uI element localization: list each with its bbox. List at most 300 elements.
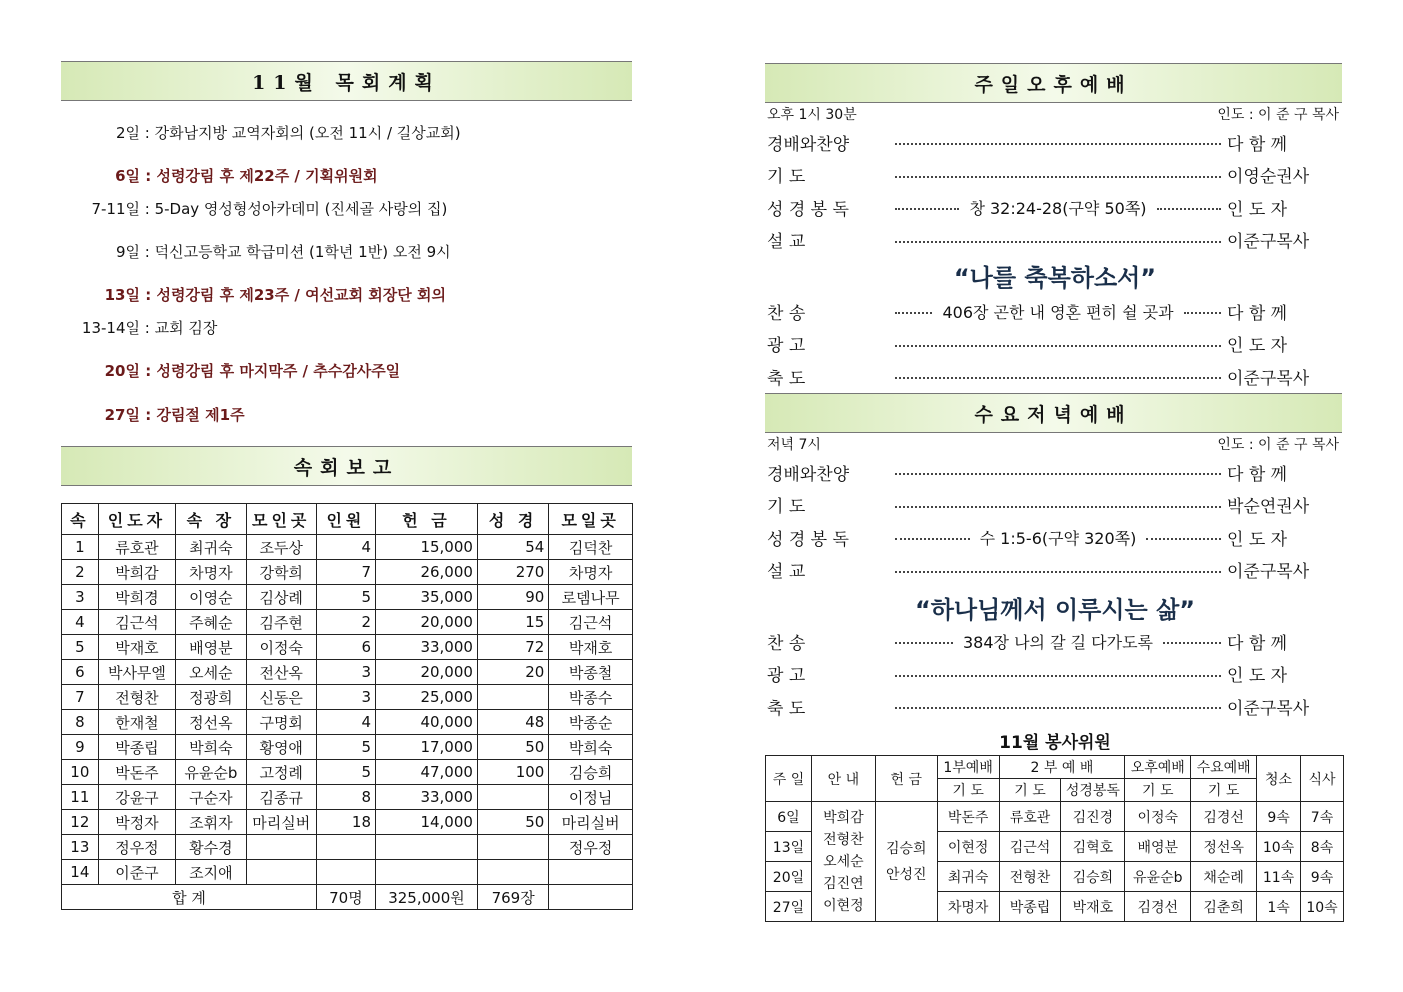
table-cell: 35,000 xyxy=(376,585,478,610)
vol-h-read: 성경봉독 xyxy=(1061,779,1125,802)
table-cell xyxy=(477,835,548,860)
plan-item xyxy=(60,317,217,338)
report-col-header: 헌 금 xyxy=(376,504,478,535)
order-label: 기 도 xyxy=(767,167,806,187)
table-cell: 7속 xyxy=(1301,802,1344,832)
order-label: 성 경 봉 독 xyxy=(767,199,849,220)
order-line xyxy=(767,224,1343,256)
table-cell: 270 xyxy=(477,560,548,585)
plan-item-text: 강화남지방 교역자회의 (오전 11시 / 길상교회) xyxy=(154,124,461,142)
table-cell: 33,000 xyxy=(376,785,478,810)
order-detail: 406장 곤한 내 영혼 편히 쉴 곳과 xyxy=(942,302,1174,322)
leader-dots xyxy=(895,312,932,314)
table-cell xyxy=(477,860,548,885)
vol-h-offering: 헌 금 xyxy=(875,756,937,802)
order-person: 인 도 자 xyxy=(1227,666,1288,686)
table-cell: 정우정 xyxy=(549,835,633,860)
order-person: 이준구목사 xyxy=(1227,232,1310,252)
table-cell: 채순례 xyxy=(1191,862,1257,892)
table-cell: 2 xyxy=(62,560,99,585)
order-detail: 384장 나의 갈 길 다가도록 xyxy=(963,632,1153,652)
table-cell: 4 xyxy=(316,710,375,735)
plan-item-sep: : xyxy=(140,200,155,218)
order-line xyxy=(767,295,1343,327)
table-cell: 강윤구 xyxy=(98,785,175,810)
table-cell: 2 xyxy=(316,610,375,635)
order-line xyxy=(767,690,1343,722)
order-person: 이준구목사 xyxy=(1227,562,1310,582)
table-cell: 전산옥 xyxy=(246,660,316,685)
table-cell: 마리실버 xyxy=(549,810,633,835)
total-label: 합 계 xyxy=(62,885,317,910)
leader-dots xyxy=(1184,312,1221,314)
leader-dots xyxy=(895,642,953,644)
table-cell: 전형찬 xyxy=(98,685,175,710)
table-cell: 박재호 xyxy=(549,635,633,660)
table-cell: 김종규 xyxy=(246,785,316,810)
table-cell: 김근석 xyxy=(999,832,1061,862)
table-row xyxy=(62,785,633,810)
leader-dots xyxy=(1163,642,1221,644)
order-label: 설 교 xyxy=(767,562,806,582)
plan-item-date: 20일 xyxy=(104,362,140,380)
table-cell: 9속 xyxy=(1257,802,1301,832)
table-cell: 박희숙 xyxy=(176,735,246,760)
order-person: 다 함 께 xyxy=(1227,303,1288,324)
order-line xyxy=(767,191,1343,223)
table-row xyxy=(62,685,633,710)
plan-item-date: 7-11일 xyxy=(91,200,140,218)
table-cell: 배영분 xyxy=(1125,832,1191,862)
order-detail: 수 1:5-6(구약 320쪽) xyxy=(979,528,1137,548)
table-cell: 류호관 xyxy=(999,802,1061,832)
table-cell: 로뎀나무 xyxy=(549,585,633,610)
plan-item xyxy=(60,122,461,143)
plan-item xyxy=(60,241,451,262)
leader-dots xyxy=(1146,538,1221,540)
table-cell xyxy=(477,685,548,710)
table-cell: 5 xyxy=(316,585,375,610)
table-cell: 김혁호 xyxy=(1061,832,1125,862)
table-cell: 김경선 xyxy=(1125,892,1191,922)
vol-h-afternoon: 오후예배 xyxy=(1125,756,1191,779)
table-cell: 김주현 xyxy=(246,610,316,635)
table-cell: 김덕찬 xyxy=(549,535,633,560)
leader-dots xyxy=(895,506,1221,508)
order-person: 이준구목사 xyxy=(1227,698,1310,719)
plan-title: 11월 목회계획 xyxy=(252,71,441,94)
table-cell: 10 xyxy=(62,760,99,785)
table-cell: 90 xyxy=(477,585,548,610)
order-line xyxy=(767,554,1343,586)
table-cell: 차명자 xyxy=(549,560,633,585)
table-cell: 박희숙 xyxy=(549,735,633,760)
table-cell: 유윤순b xyxy=(1125,862,1191,892)
leader-dots xyxy=(895,143,1221,145)
table-cell: 김근석 xyxy=(98,610,175,635)
leader-dots xyxy=(895,571,1221,573)
table-cell: 27일 xyxy=(766,892,812,922)
offering-name: 안성진 xyxy=(885,866,927,883)
order-line xyxy=(767,521,1343,553)
report-col-header: 모일곳 xyxy=(549,504,633,535)
table-cell: 14,000 xyxy=(376,810,478,835)
plan-item-date: 6일 xyxy=(115,167,140,185)
total-bible: 769장 xyxy=(477,885,548,910)
plan-item-sep: : xyxy=(140,124,155,142)
table-cell: 류호관 xyxy=(98,535,175,560)
wednesday-header xyxy=(765,393,1342,433)
table-cell: 10속 xyxy=(1301,892,1344,922)
vol-h-second: 2 부 예 배 xyxy=(999,756,1125,779)
table-cell: 김상례 xyxy=(246,585,316,610)
table-cell: 11 xyxy=(62,785,99,810)
table-cell: 김승희 xyxy=(549,760,633,785)
table-cell: 배영분 xyxy=(176,635,246,660)
vol-h-sunday: 주 일 xyxy=(766,756,812,802)
plan-item-text: 강림절 제1주 xyxy=(156,406,245,424)
table-cell: 26,000 xyxy=(376,560,478,585)
wednesday-sermon-title: “하나님께서 이루시는 삶” xyxy=(914,596,1196,624)
table-cell: 8 xyxy=(316,785,375,810)
plan-item-text: 교회 김장 xyxy=(154,319,218,337)
leader-dots xyxy=(895,538,970,540)
order-label: 기 도 xyxy=(767,497,806,517)
order-line xyxy=(767,489,1343,521)
table-cell: 김근석 xyxy=(549,610,633,635)
table-cell: 9속 xyxy=(1301,862,1344,892)
table-cell xyxy=(549,860,633,885)
table-cell: 13 xyxy=(62,835,99,860)
table-cell: 박재호 xyxy=(98,635,175,660)
table-cell: 20,000 xyxy=(376,660,478,685)
table-cell: 김진경 xyxy=(1061,802,1125,832)
leader-dots xyxy=(895,241,1221,243)
table-cell: 20,000 xyxy=(376,610,478,635)
leader-dots xyxy=(895,345,1221,347)
wednesday-leader: 인도 : 이 준 구 목사 xyxy=(1217,437,1339,453)
table-cell: 구순자 xyxy=(176,785,246,810)
leader-dots xyxy=(1157,208,1221,210)
plan-item-sep: : xyxy=(140,319,155,337)
vol-h-pray-4: 기 도 xyxy=(1191,779,1257,802)
volunteers-title: 11월 봉사위원 xyxy=(999,733,1111,753)
wednesday-subline xyxy=(767,434,1339,454)
leader-dots xyxy=(895,707,1221,709)
sunday-time: 오후 1시 30분 xyxy=(767,107,857,123)
sunday-header xyxy=(765,63,1342,103)
table-cell: 40,000 xyxy=(376,710,478,735)
order-line xyxy=(767,360,1343,392)
table-cell: 54 xyxy=(477,535,548,560)
table-cell: 박재호 xyxy=(1061,892,1125,922)
order-detail: 창 32:24-28(구약 50쪽) xyxy=(969,198,1147,218)
table-cell xyxy=(376,835,478,860)
order-person: 박순연권사 xyxy=(1227,497,1310,517)
table-cell xyxy=(477,785,548,810)
table-row xyxy=(62,535,633,560)
table-cell: 고정례 xyxy=(246,760,316,785)
table-cell xyxy=(246,835,316,860)
table-cell: 15,000 xyxy=(376,535,478,560)
table-cell: 10속 xyxy=(1257,832,1301,862)
report-col-header: 속 장 xyxy=(176,504,246,535)
sunday-sermon-title: “나를 축복하소서” xyxy=(953,264,1157,292)
table-cell: 6일 xyxy=(766,802,812,832)
vol-h-clean: 청소 xyxy=(1257,756,1301,802)
table-cell xyxy=(316,835,375,860)
order-line xyxy=(767,625,1343,657)
table-cell: 5 xyxy=(62,635,99,660)
table-cell: 박종립 xyxy=(98,735,175,760)
guide-name: 전형찬 xyxy=(823,831,864,848)
table-cell xyxy=(376,860,478,885)
order-person: 인 도 자 xyxy=(1227,199,1288,220)
report-col-header: 모인곳 xyxy=(246,504,316,535)
table-row xyxy=(62,560,633,585)
table-cell: 유윤순b xyxy=(176,760,246,785)
order-line xyxy=(767,658,1343,690)
plan-item xyxy=(60,284,446,305)
table-cell: 8속 xyxy=(1301,832,1344,862)
order-line xyxy=(767,328,1343,360)
table-cell: 이정님 xyxy=(549,785,633,810)
plan-item-sep: : xyxy=(140,167,157,185)
table-cell: 4 xyxy=(62,610,99,635)
order-line xyxy=(767,126,1343,158)
plan-item-date: 27일 xyxy=(104,406,140,424)
plan-item xyxy=(60,198,447,219)
order-label: 성 경 봉 독 xyxy=(767,529,849,550)
table-cell: 조지애 xyxy=(176,860,246,885)
order-person: 다 함 께 xyxy=(1227,633,1288,654)
table-cell: 17,000 xyxy=(376,735,478,760)
order-label: 경배와찬양 xyxy=(767,134,850,155)
table-cell: 황수경 xyxy=(176,835,246,860)
table-cell: 72 xyxy=(477,635,548,660)
table-cell: 김경선 xyxy=(1191,802,1257,832)
table-row xyxy=(62,660,633,685)
plan-item xyxy=(60,360,400,381)
table-cell: 황영애 xyxy=(246,735,316,760)
report-header xyxy=(61,446,632,486)
table-cell: 박사무엘 xyxy=(98,660,175,685)
plan-item-date: 2일 xyxy=(115,124,140,142)
report-table xyxy=(61,503,633,910)
table-cell: 최귀숙 xyxy=(176,535,246,560)
table-cell: 박종립 xyxy=(999,892,1061,922)
order-label: 축 도 xyxy=(767,368,806,389)
table-cell: 11속 xyxy=(1257,862,1301,892)
table-cell: 신동은 xyxy=(246,685,316,710)
vol-h-guide: 안 내 xyxy=(811,756,875,802)
table-cell: 박돈주 xyxy=(937,802,999,832)
table-cell: 9 xyxy=(62,735,99,760)
table-cell: 1속 xyxy=(1257,892,1301,922)
table-cell: 25,000 xyxy=(376,685,478,710)
total-empty xyxy=(549,885,633,910)
table-cell: 33,000 xyxy=(376,635,478,660)
table-cell xyxy=(316,860,375,885)
table-cell xyxy=(246,860,316,885)
table-cell: 47,000 xyxy=(376,760,478,785)
table-cell: 20 xyxy=(477,660,548,685)
guide-name: 이현정 xyxy=(823,897,864,914)
table-cell: 박희감 xyxy=(98,560,175,585)
leader-dots xyxy=(895,473,1221,475)
plan-item xyxy=(60,404,245,425)
leader-dots xyxy=(895,208,959,210)
table-cell: 이정숙 xyxy=(1125,802,1191,832)
table-cell: 조휘자 xyxy=(176,810,246,835)
order-label: 찬 송 xyxy=(767,633,806,654)
table-cell: 12 xyxy=(62,810,99,835)
table-cell: 이정숙 xyxy=(246,635,316,660)
order-person: 이준구목사 xyxy=(1227,368,1310,389)
order-person: 인 도 자 xyxy=(1227,529,1288,550)
table-cell: 박돈주 xyxy=(98,760,175,785)
table-cell: 정선옥 xyxy=(176,710,246,735)
table-cell: 6 xyxy=(316,635,375,660)
report-col-header: 속 xyxy=(62,504,99,535)
table-cell: 50 xyxy=(477,735,548,760)
guide-list xyxy=(811,802,875,922)
table-row xyxy=(62,585,633,610)
order-label: 광 고 xyxy=(767,666,806,686)
vol-h-meal: 식사 xyxy=(1301,756,1344,802)
plan-item-text: 성령강림 후 제23주 / 여선교회 회장단 회의 xyxy=(156,286,446,304)
sunday-title: 주일오후예배 xyxy=(974,73,1133,96)
order-label: 설 교 xyxy=(767,232,806,252)
plan-item-date: 9일 xyxy=(115,243,140,261)
table-row xyxy=(62,610,633,635)
table-cell: 7 xyxy=(62,685,99,710)
plan-item-sep: : xyxy=(140,362,157,380)
offering-list xyxy=(875,802,937,922)
leader-dots xyxy=(895,377,1221,379)
table-cell: 이현정 xyxy=(937,832,999,862)
plan-item-sep: : xyxy=(140,406,157,424)
plan-item-date: 13-14일 xyxy=(81,319,140,337)
plan-item-text: 덕신고등학교 학급미션 (1학년 1반) 오전 9시 xyxy=(154,243,451,261)
volunteers-table xyxy=(765,755,1344,922)
report-col-header: 인도자 xyxy=(98,504,175,535)
table-cell: 박희경 xyxy=(98,585,175,610)
table-row xyxy=(62,735,633,760)
plan-item xyxy=(60,165,378,186)
order-label: 광 고 xyxy=(767,336,806,356)
table-cell: 박종순 xyxy=(549,710,633,735)
table-cell: 최귀숙 xyxy=(937,862,999,892)
order-line xyxy=(767,159,1343,191)
table-cell: 48 xyxy=(477,710,548,735)
table-cell: 강학희 xyxy=(246,560,316,585)
table-cell: 8 xyxy=(62,710,99,735)
order-person: 다 함 께 xyxy=(1227,134,1288,155)
order-line xyxy=(767,456,1343,488)
table-cell: 조두상 xyxy=(246,535,316,560)
order-label: 경배와찬양 xyxy=(767,464,850,485)
table-cell: 마리실버 xyxy=(246,810,316,835)
vol-h-pray-3: 기 도 xyxy=(1125,779,1191,802)
table-cell: 오세순 xyxy=(176,660,246,685)
table-cell: 박정자 xyxy=(98,810,175,835)
table-cell: 정광희 xyxy=(176,685,246,710)
table-cell: 13일 xyxy=(766,832,812,862)
table-row xyxy=(766,802,1344,832)
order-person: 이영순권사 xyxy=(1227,167,1310,187)
table-cell: 6 xyxy=(62,660,99,685)
table-cell: 김춘희 xyxy=(1191,892,1257,922)
table-cell: 정선옥 xyxy=(1191,832,1257,862)
vol-h-wed: 수요예배 xyxy=(1191,756,1257,779)
leader-dots xyxy=(895,675,1221,677)
table-cell: 50 xyxy=(477,810,548,835)
table-cell: 주혜순 xyxy=(176,610,246,635)
report-total-row xyxy=(62,885,633,910)
order-label: 축 도 xyxy=(767,698,806,719)
table-cell: 5 xyxy=(316,735,375,760)
table-cell: 정우정 xyxy=(98,835,175,860)
sunday-subline xyxy=(767,104,1339,124)
table-cell: 4 xyxy=(316,535,375,560)
table-cell: 박종수 xyxy=(549,685,633,710)
table-cell: 3 xyxy=(316,685,375,710)
table-cell: 18 xyxy=(316,810,375,835)
report-col-header: 인원 xyxy=(316,504,375,535)
report-title: 속회보고 xyxy=(293,456,400,479)
vol-h-pray-2: 기 도 xyxy=(999,779,1061,802)
leader-dots xyxy=(895,176,1221,178)
plan-item-date: 13일 xyxy=(104,286,140,304)
table-cell: 박종철 xyxy=(549,660,633,685)
plan-item-text: 성령강림 후 제22주 / 기획위원회 xyxy=(156,167,378,185)
total-offering: 325,000원 xyxy=(376,885,478,910)
guide-name: 박희감 xyxy=(823,809,864,826)
wednesday-time: 저녁 7시 xyxy=(767,437,821,453)
report-col-header: 성 경 xyxy=(477,504,548,535)
vol-h-pray-1: 기 도 xyxy=(937,779,999,802)
table-cell: 차명자 xyxy=(176,560,246,585)
vol-h-first: 1부예배 xyxy=(937,756,999,779)
table-cell: 7 xyxy=(316,560,375,585)
table-row xyxy=(62,860,633,885)
plan-item-text: 성령강림 후 마지막주 / 추수감사주일 xyxy=(156,362,401,380)
offering-name: 김승희 xyxy=(885,840,927,857)
table-row xyxy=(62,835,633,860)
sunday-leader: 인도 : 이 준 구 목사 xyxy=(1217,107,1339,123)
table-row xyxy=(62,810,633,835)
table-row xyxy=(62,635,633,660)
table-cell: 14 xyxy=(62,860,99,885)
table-cell: 20일 xyxy=(766,862,812,892)
plan-header xyxy=(61,61,632,101)
order-person: 인 도 자 xyxy=(1227,336,1288,356)
guide-name: 오세순 xyxy=(823,853,864,870)
table-cell: 차명자 xyxy=(937,892,999,922)
table-cell: 15 xyxy=(477,610,548,635)
table-cell: 구명회 xyxy=(246,710,316,735)
table-cell: 전형찬 xyxy=(999,862,1061,892)
plan-item-text: 5-Day 영성형성아카데미 (진세골 사랑의 집) xyxy=(154,200,448,218)
table-cell: 1 xyxy=(62,535,99,560)
wednesday-title: 수요저녁예배 xyxy=(974,403,1133,426)
table-row xyxy=(62,710,633,735)
table-row xyxy=(62,760,633,785)
table-cell: 이준구 xyxy=(98,860,175,885)
table-cell: 3 xyxy=(62,585,99,610)
table-cell: 한재철 xyxy=(98,710,175,735)
